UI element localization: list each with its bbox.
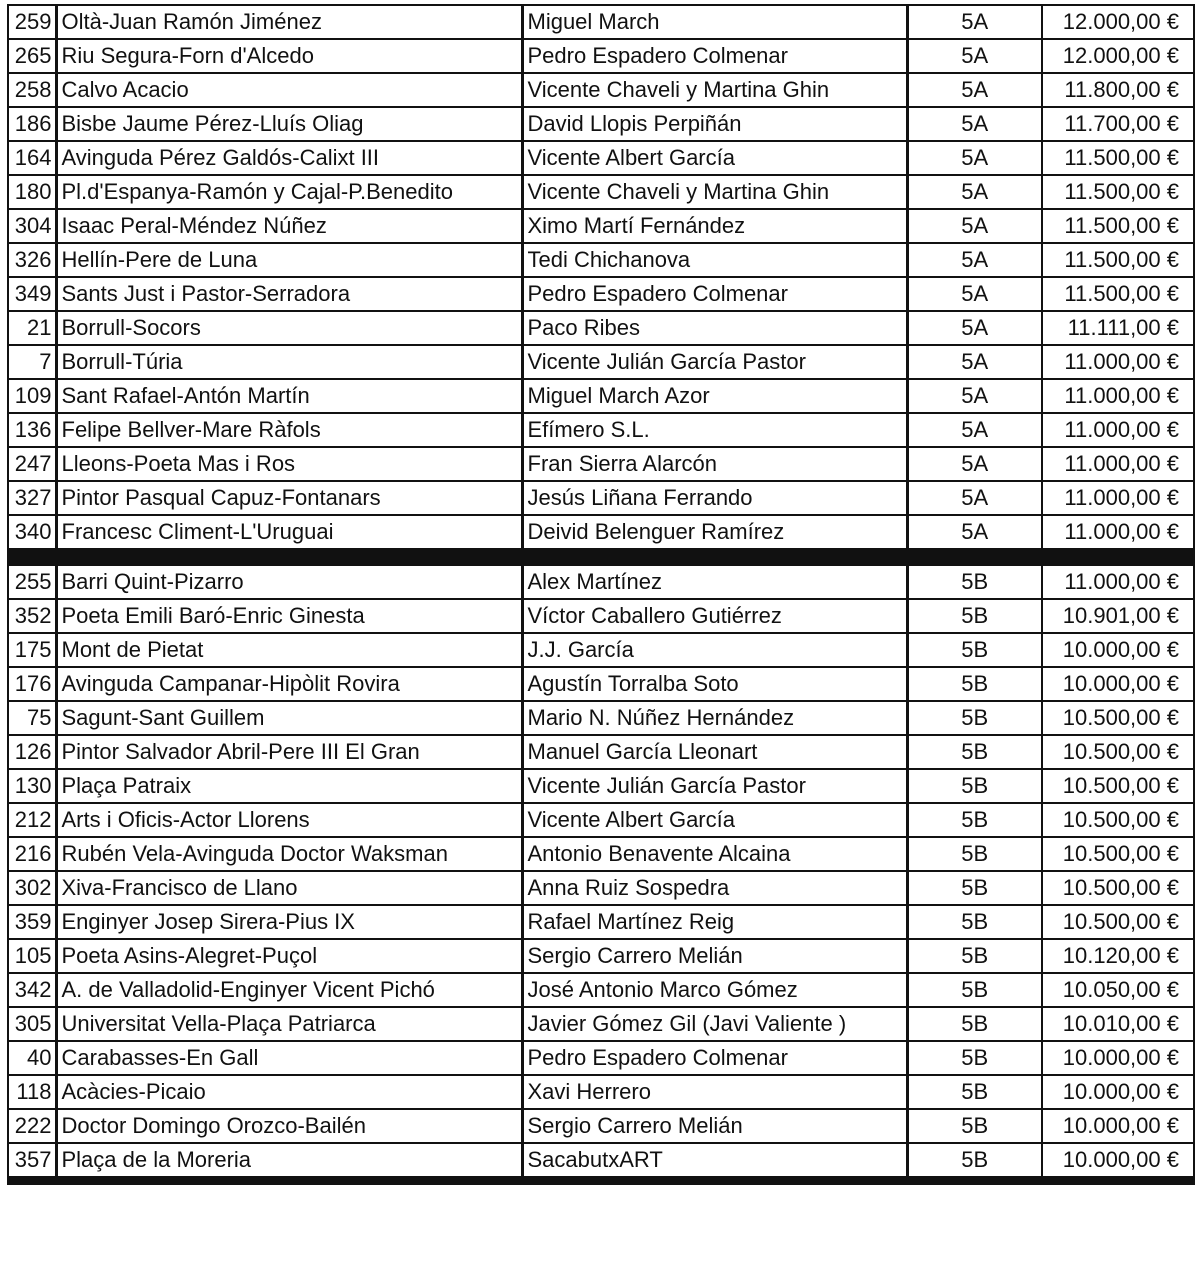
- table-row: [8, 1143, 1194, 1177]
- falla-name: Hellín-Pere de Luna: [56, 243, 522, 277]
- budget-amount: 10.000,00 €: [1042, 667, 1194, 701]
- falla-number: 126: [8, 735, 56, 769]
- falla-name: Plaça de la Moreria: [56, 1143, 522, 1177]
- falla-name: Sants Just i Pastor-Serradora: [56, 277, 522, 311]
- artist-name: Efímero S.L.: [522, 413, 907, 447]
- section-category: 5B: [907, 599, 1042, 633]
- falla-number: 180: [8, 175, 56, 209]
- artist-name: Vicente Chaveli y Martina Ghin: [522, 175, 907, 209]
- section-category: 5B: [907, 905, 1042, 939]
- falla-number: 109: [8, 379, 56, 413]
- section-category: 5B: [907, 837, 1042, 871]
- falla-name: Oltà-Juan Ramón Jiménez: [56, 5, 522, 39]
- budget-amount: 10.000,00 €: [1042, 1041, 1194, 1075]
- table-row: [8, 1041, 1194, 1075]
- artist-name: Pedro Espadero Colmenar: [522, 39, 907, 73]
- section-category: 5A: [907, 311, 1042, 345]
- falla-number: 21: [8, 311, 56, 345]
- table-row: [8, 599, 1194, 633]
- falla-name: A. de Valladolid-Enginyer Vicent Pichó: [56, 973, 522, 1007]
- falla-name: Borrull-Socors: [56, 311, 522, 345]
- artist-name: SacabutxART: [522, 1143, 907, 1177]
- falla-number: 222: [8, 1109, 56, 1143]
- budget-amount: 11.000,00 €: [1042, 379, 1194, 413]
- section-category: 5A: [907, 5, 1042, 39]
- section-category: 5B: [907, 735, 1042, 769]
- falla-number: 7: [8, 345, 56, 379]
- table-row: [8, 481, 1194, 515]
- falla-number: 75: [8, 701, 56, 735]
- falla-name: Pl.d'Espanya-Ramón y Cajal-P.Benedito: [56, 175, 522, 209]
- falla-number: 327: [8, 481, 56, 515]
- budget-amount: 10.500,00 €: [1042, 803, 1194, 837]
- falla-name: Barri Quint-Pizarro: [56, 565, 522, 599]
- section-category: 5B: [907, 871, 1042, 905]
- falla-number: 359: [8, 905, 56, 939]
- table-row: [8, 837, 1194, 871]
- budget-amount: 11.000,00 €: [1042, 345, 1194, 379]
- artist-name: Víctor Caballero Gutiérrez: [522, 599, 907, 633]
- budget-amount: 11.500,00 €: [1042, 209, 1194, 243]
- section-category: 5B: [907, 1143, 1042, 1177]
- table-row: [8, 345, 1194, 379]
- table-row: [8, 141, 1194, 175]
- table-row: [8, 973, 1194, 1007]
- section-category: 5A: [907, 277, 1042, 311]
- artist-name: J.J. García: [522, 633, 907, 667]
- section-category: 5A: [907, 345, 1042, 379]
- falla-number: 212: [8, 803, 56, 837]
- falla-name: Plaça Patraix: [56, 769, 522, 803]
- falla-name: Avinguda Pérez Galdós-Calixt III: [56, 141, 522, 175]
- falla-number: 175: [8, 633, 56, 667]
- budget-amount: 12.000,00 €: [1042, 5, 1194, 39]
- artist-name: Tedi Chichanova: [522, 243, 907, 277]
- section-category: 5B: [907, 565, 1042, 599]
- table-row: [8, 5, 1194, 39]
- table-row: [8, 1007, 1194, 1041]
- artist-name: Vicente Chaveli y Martina Ghin: [522, 73, 907, 107]
- table-row: [8, 413, 1194, 447]
- artist-name: David Llopis Perpiñán: [522, 107, 907, 141]
- falla-number: 40: [8, 1041, 56, 1075]
- falla-name: Avinguda Campanar-Hipòlit Rovira: [56, 667, 522, 701]
- section-category: 5A: [907, 209, 1042, 243]
- budget-amount: 10.500,00 €: [1042, 701, 1194, 735]
- falla-number: 258: [8, 73, 56, 107]
- budget-amount: 10.120,00 €: [1042, 939, 1194, 973]
- artist-name: Vicente Albert García: [522, 141, 907, 175]
- artist-name: Xavi Herrero: [522, 1075, 907, 1109]
- section-category: 5B: [907, 1007, 1042, 1041]
- budget-amount: 10.901,00 €: [1042, 599, 1194, 633]
- section-category: 5A: [907, 141, 1042, 175]
- section-category: 5A: [907, 413, 1042, 447]
- table-row: [8, 701, 1194, 735]
- budget-amount: 10.500,00 €: [1042, 837, 1194, 871]
- falla-number: 176: [8, 667, 56, 701]
- falla-name: Francesc Climent-L'Uruguai: [56, 515, 522, 549]
- falla-number: 304: [8, 209, 56, 243]
- budget-amount: 10.000,00 €: [1042, 1109, 1194, 1143]
- falla-name: Rubén Vela-Avinguda Doctor Waksman: [56, 837, 522, 871]
- budget-amount: 11.500,00 €: [1042, 141, 1194, 175]
- budget-amount: 11.500,00 €: [1042, 277, 1194, 311]
- table-row: [8, 633, 1194, 667]
- section-category: 5B: [907, 667, 1042, 701]
- section-category: 5B: [907, 769, 1042, 803]
- falla-name: Felipe Bellver-Mare Ràfols: [56, 413, 522, 447]
- budget-amount: 10.000,00 €: [1042, 1143, 1194, 1177]
- budget-amount: 11.700,00 €: [1042, 107, 1194, 141]
- budget-amount: 11.000,00 €: [1042, 515, 1194, 549]
- artist-name: Alex Martínez: [522, 565, 907, 599]
- falla-number: 118: [8, 1075, 56, 1109]
- table-row: [8, 379, 1194, 413]
- falla-name: Lleons-Poeta Mas i Ros: [56, 447, 522, 481]
- falla-name: Acàcies-Picaio: [56, 1075, 522, 1109]
- falla-name: Pintor Salvador Abril-Pere III El Gran: [56, 735, 522, 769]
- falla-number: 305: [8, 1007, 56, 1041]
- table-row: [8, 667, 1194, 701]
- section-category: 5B: [907, 1109, 1042, 1143]
- falla-number: 216: [8, 837, 56, 871]
- artist-name: Rafael Martínez Reig: [522, 905, 907, 939]
- falla-number: 247: [8, 447, 56, 481]
- artist-name: Jesús Liñana Ferrando: [522, 481, 907, 515]
- falla-number: 326: [8, 243, 56, 277]
- section-category: 5A: [907, 73, 1042, 107]
- falla-number: 105: [8, 939, 56, 973]
- falla-name: Isaac Peral-Méndez Núñez: [56, 209, 522, 243]
- separator-bar: [8, 1177, 1194, 1184]
- budget-amount: 11.500,00 €: [1042, 243, 1194, 277]
- falla-name: Sagunt-Sant Guillem: [56, 701, 522, 735]
- section-category: 5B: [907, 939, 1042, 973]
- section-category: 5B: [907, 701, 1042, 735]
- section-category: 5B: [907, 973, 1042, 1007]
- falla-number: 136: [8, 413, 56, 447]
- artist-name: Agustín Torralba Soto: [522, 667, 907, 701]
- group-separator: [8, 549, 1194, 565]
- falla-name: Sant Rafael-Antón Martín: [56, 379, 522, 413]
- table-row: [8, 515, 1194, 549]
- falla-name: Enginyer Josep Sirera-Pius IX: [56, 905, 522, 939]
- artist-name: Javier Gómez Gil (Javi Valiente ): [522, 1007, 907, 1041]
- section-category: 5A: [907, 515, 1042, 549]
- falla-number: 349: [8, 277, 56, 311]
- artist-name: Vicente Julián García Pastor: [522, 345, 907, 379]
- artist-name: Miguel March Azor: [522, 379, 907, 413]
- table-row: [8, 565, 1194, 599]
- artist-name: Pedro Espadero Colmenar: [522, 1041, 907, 1075]
- section-category: 5A: [907, 39, 1042, 73]
- budget-amount: 10.500,00 €: [1042, 871, 1194, 905]
- falla-number: 302: [8, 871, 56, 905]
- falla-number: 164: [8, 141, 56, 175]
- falla-number: 352: [8, 599, 56, 633]
- table-body: [8, 5, 1194, 1184]
- section-category: 5B: [907, 803, 1042, 837]
- falla-number: 259: [8, 5, 56, 39]
- table-row: [8, 175, 1194, 209]
- falla-name: Doctor Domingo Orozco-Bailén: [56, 1109, 522, 1143]
- budget-amount: 10.050,00 €: [1042, 973, 1194, 1007]
- falla-name: Bisbe Jaume Pérez-Lluís Oliag: [56, 107, 522, 141]
- budget-amount: 10.500,00 €: [1042, 905, 1194, 939]
- section-category: 5A: [907, 107, 1042, 141]
- falla-number: 357: [8, 1143, 56, 1177]
- group-separator: [8, 1177, 1194, 1184]
- budget-amount: 10.000,00 €: [1042, 1075, 1194, 1109]
- budget-amount: 11.500,00 €: [1042, 175, 1194, 209]
- table-row: [8, 243, 1194, 277]
- budget-amount: 10.010,00 €: [1042, 1007, 1194, 1041]
- budget-amount: 12.000,00 €: [1042, 39, 1194, 73]
- budget-amount: 10.500,00 €: [1042, 735, 1194, 769]
- artist-name: Vicente Albert García: [522, 803, 907, 837]
- budget-amount: 11.000,00 €: [1042, 413, 1194, 447]
- budget-amount: 10.500,00 €: [1042, 769, 1194, 803]
- falla-number: 186: [8, 107, 56, 141]
- falla-number: 342: [8, 973, 56, 1007]
- artist-name: Pedro Espadero Colmenar: [522, 277, 907, 311]
- section-category: 5A: [907, 481, 1042, 515]
- section-category: 5B: [907, 1041, 1042, 1075]
- falla-name: Riu Segura-Forn d'Alcedo: [56, 39, 522, 73]
- budget-amount: 11.000,00 €: [1042, 565, 1194, 599]
- falla-number: 255: [8, 565, 56, 599]
- table-row: [8, 1075, 1194, 1109]
- budget-amount: 11.800,00 €: [1042, 73, 1194, 107]
- falla-budget-table: [7, 4, 1195, 1185]
- table-row: [8, 311, 1194, 345]
- falla-name: Pintor Pasqual Capuz-Fontanars: [56, 481, 522, 515]
- section-category: 5A: [907, 175, 1042, 209]
- falla-budget-table-sheet: [7, 4, 1193, 1185]
- budget-amount: 11.000,00 €: [1042, 447, 1194, 481]
- falla-name: Arts i Oficis-Actor Llorens: [56, 803, 522, 837]
- budget-amount: 10.000,00 €: [1042, 633, 1194, 667]
- falla-name: Mont de Pietat: [56, 633, 522, 667]
- table-row: [8, 209, 1194, 243]
- budget-amount: 11.000,00 €: [1042, 481, 1194, 515]
- artist-name: José Antonio Marco Gómez: [522, 973, 907, 1007]
- artist-name: Sergio Carrero Melián: [522, 1109, 907, 1143]
- table-row: [8, 735, 1194, 769]
- table-row: [8, 73, 1194, 107]
- artist-name: Manuel García Lleonart: [522, 735, 907, 769]
- falla-name: Poeta Asins-Alegret-Puçol: [56, 939, 522, 973]
- table-row: [8, 803, 1194, 837]
- section-category: 5B: [907, 1075, 1042, 1109]
- falla-name: Universitat Vella-Plaça Patriarca: [56, 1007, 522, 1041]
- table-row: [8, 277, 1194, 311]
- falla-number: 265: [8, 39, 56, 73]
- artist-name: Anna Ruiz Sospedra: [522, 871, 907, 905]
- artist-name: Paco Ribes: [522, 311, 907, 345]
- table-row: [8, 871, 1194, 905]
- artist-name: Deivid Belenguer Ramírez: [522, 515, 907, 549]
- table-row: [8, 107, 1194, 141]
- falla-name: Calvo Acacio: [56, 73, 522, 107]
- table-row: [8, 39, 1194, 73]
- artist-name: Fran Sierra Alarcón: [522, 447, 907, 481]
- artist-name: Miguel March: [522, 5, 907, 39]
- table-row: [8, 769, 1194, 803]
- table-row: [8, 905, 1194, 939]
- artist-name: Antonio Benavente Alcaina: [522, 837, 907, 871]
- separator-bar: [8, 549, 1194, 565]
- falla-name: Carabasses-En Gall: [56, 1041, 522, 1075]
- falla-name: Borrull-Túria: [56, 345, 522, 379]
- table-row: [8, 939, 1194, 973]
- falla-number: 340: [8, 515, 56, 549]
- falla-name: Xiva-Francisco de Llano: [56, 871, 522, 905]
- artist-name: Vicente Julián García Pastor: [522, 769, 907, 803]
- falla-number: 130: [8, 769, 56, 803]
- section-category: 5A: [907, 379, 1042, 413]
- section-category: 5B: [907, 633, 1042, 667]
- artist-name: Mario N. Núñez Hernández: [522, 701, 907, 735]
- table-row: [8, 1109, 1194, 1143]
- table-row: [8, 447, 1194, 481]
- artist-name: Sergio Carrero Melián: [522, 939, 907, 973]
- section-category: 5A: [907, 447, 1042, 481]
- budget-amount: 11.111,00 €: [1042, 311, 1194, 345]
- falla-name: Poeta Emili Baró-Enric Ginesta: [56, 599, 522, 633]
- section-category: 5A: [907, 243, 1042, 277]
- artist-name: Ximo Martí Fernández: [522, 209, 907, 243]
